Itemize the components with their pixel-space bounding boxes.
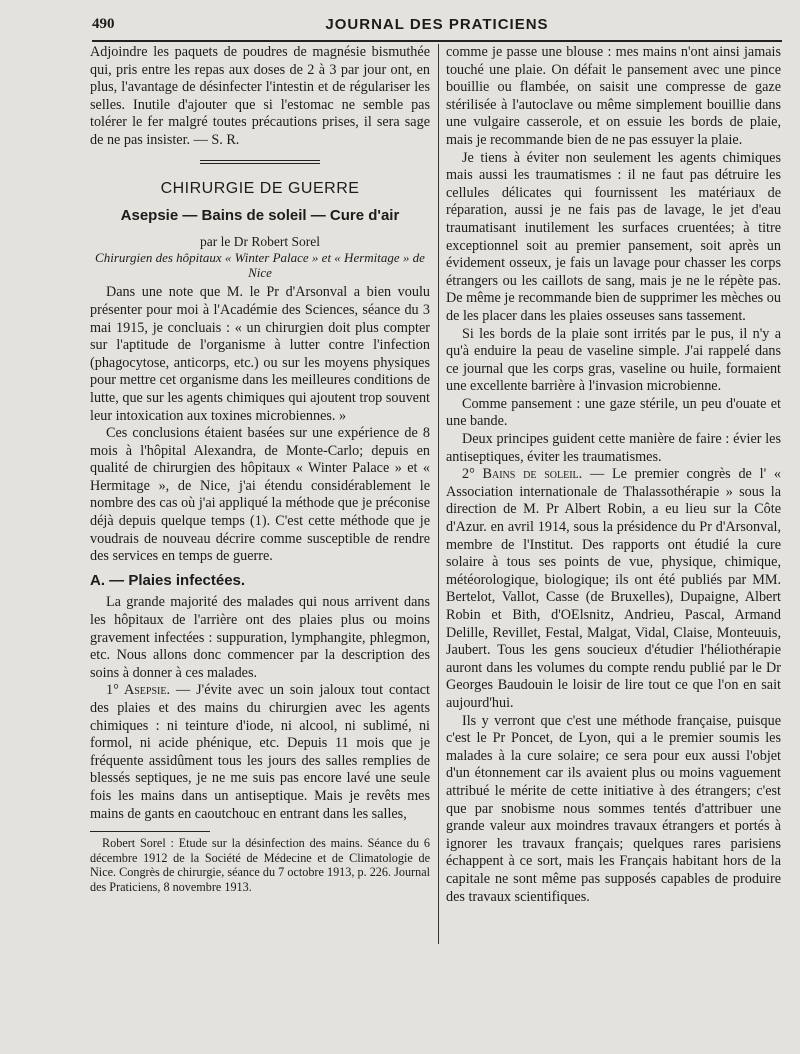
footnote-rule <box>90 831 210 832</box>
footnote: Robert Sorel : Etude sur la désinfection des mains. Séance du 6 décembre 1912 de la Société de Médecine et de Climatologie de Nice. Congrès de chirurgie, séance du 7 octobre 1913, p. 226. Journal des Praticiens, 8 novembre 1913. <box>90 836 430 894</box>
paragraph: comme je passe une blouse : mes mains n'ont ainsi jamais touché une plaie. On défait le pansement avec une pince bouillie ou flambée, on saisit une compresse de gaze stérilisée à l'autoclave ou même simplement bouillie dans une vulgaire casserole, et on essuie les bords de plaie, mais je recommande bien de ne pas essuyer la plaie. <box>446 44 781 148</box>
left-column <box>90 44 430 894</box>
paragraph: La grande majorité des malades qui nous arrivent dans les hôpitaux de l'arrière ont des plaies plus ou moins gravement infectées : suppuration, lymphangite, phlegmon, etc. Nous allons donc commencer par la description des soins à donner à ces malades. <box>90 594 430 681</box>
author-affiliation: Chirurgien des hôpitaux « Winter Palace » et « Hermitage » de Nice <box>95 250 425 281</box>
paragraph: Deux principes guident cette manière de faire : évier les antiseptiques, éviter les traumatismes. <box>446 431 781 465</box>
paragraph: Ils y verront que c'est une méthode française, puisque c'est le Pr Poncet, de Lyon, qui a le premier soumis les malades à la cure solaire; ce sera pour eux aussi l'objet d'un étonnement car ils avaient plus ou moins vaguement attribué le mérite de cette initiative à des étrangers; c'est que par snobisme nous sommes tentés d'attribuer une grande valeur aux moindres travaux étrangers et portés à ignorer les travaux français; quelques rares parisiens échappent à ce sort, mais les Français habitant hors de la capitale ne sont même pas supposés capables de produire des travaux scientifiques. <box>446 712 781 905</box>
right-column <box>446 44 781 906</box>
page-number: 490 <box>92 16 115 32</box>
paragraph-lead: 1° Asepsie. <box>106 682 170 699</box>
paragraph-text: — Le premier congrès de l' « Association internationale de Thalassothérapie » sous la direction de M. Pr Albert Robin, a eu lieu sur la Côte d'Azur. en avril 1914, sous la présidence du Pr d'Arsonval, membre de l'Institut. Des rapports ont étudié la cure solaire à tous ses points de vue, physique, chimique, météorologique, biologique; ils ont été publiés par MM. Bertelot, Vallot, Casse (de Bruxelles), Dupaigne, Albert Robin et Bith, d'OElsnitz, Andrieu, Pascal, Armand Delille, Revillet, Festal, Malgat, Vidal, Claise, Monteuuis, Jaubert. Tous les gens soucieux d'étudier l'héliothérapie auront dans les volumes du compte rendu publié par le Dr Georges Baudouin le loisir de lire tout ce que l'on en sait aujourd'hui. <box>446 466 781 711</box>
author-byline: par le Dr Robert Sorel <box>200 233 320 249</box>
journal-title: JOURNAL DES PRATICIENS <box>325 16 549 33</box>
paragraph <box>446 466 781 712</box>
paragraph-text: — J'évite avec un soin jaloux tout contact des plaies et des mains du chirurgien avec les agents chimiques : ni teinture d'iode, ni alcool, ni sublimé, ni formol, ni acide phénique, etc. Depuis 11 mois que je fréquente assidûment tous les jours des salles remplies de blessés septiques, je ne me suis pas encore lavé une seule fois les mains dans un antiseptique. Mais je revêts mes mains de gants en caoutchouc en entrant dans les salles, <box>90 682 431 822</box>
section-separator <box>200 160 320 164</box>
paragraph: Dans une note que M. le Pr d'Arsonval a bien voulu présenter pour moi à l'Académie des Sciences, séance du 3 mai 1915, je concluais : « un chirurgien doit plus compter sur l'aptitude de l'organisme à lutter contre l'infection (phagocytose, anticorps, etc.) ou sur les moyens physiques pour mettre cet organisme dans les meilleures conditions de lutte, que sur les agents chimiques qui ajoutent trop souvent leur intoxication aux toxines microbiennes. » <box>90 284 430 424</box>
article-title: Asepsie — Bains de soleil — Cure d'air <box>120 207 400 225</box>
paragraph <box>90 682 430 823</box>
paragraph: Je tiens à éviter non seulement les agents chimiques mais aussi les traumatismes : il ne faut pas détruire les cellules délicates qui fournissent les matériaux de réparation, aussi je ne fais pas de lavage, le jet d'eau traumatisant inutilement les surfaces cruentées; à titre exceptionnel soit au premier pansement, soit après un évidement osseux, je fais un lavage pour chasser les corps étrangers ou les caillots de sang, mais je ne le répète pas. De même je recommande bien de supprimer les mèches ou de les placer dans les plaies osseuses sans tassement. <box>446 149 781 324</box>
section-title: CHIRURGIE DE GUERRE <box>160 179 360 197</box>
column-divider <box>438 44 439 944</box>
paragraph: Adjoindre les paquets de poudres de magnésie bismuthée qui, pris entre les repas aux doses de 2 à 3 par jour ont, en plus, l'avantage de désinfecter l'intestin et de régulariser les selles. Inutile d'ajouter que si l'estomac ne semble pas tolérer le fer malgré toutes précautions prises, il sera sage de ne pas insister. — S. R. <box>90 44 430 148</box>
paragraph-lead: 2° Bains de soleil. <box>462 466 583 483</box>
paragraph: Ces conclusions étaient basées sur une expérience de 8 mois à l'hôpital Alexandra, de Monte-Carlo; depuis en qualité de chirurgien des hôpitaux « Winter Palace » et « Hermitage », de Nice, j'ai étendu considérablement le nombre des cas où j'ai appliqué la méthode que je préconise déjà depuis quelque temps (1). C'est cette méthode que je voudrais de nouveau décrire comme susceptible de rendre des services en temps de guerre. <box>90 425 430 565</box>
running-header <box>92 14 782 42</box>
subsection-heading: A. — Plaies infectées. <box>90 571 246 589</box>
paragraph: Comme pansement : une gaze stérile, un peu d'ouate et une bande. <box>446 395 781 430</box>
paragraph: Si les bords de la plaie sont irrités par le pus, il n'y a qu'à enduire la peau de vaseline simple. J'ai rappelé dans ce journal que les corps gras, vaseline ou huile, formaient une excellente barrière à l'invasion microbienne. <box>446 325 781 395</box>
